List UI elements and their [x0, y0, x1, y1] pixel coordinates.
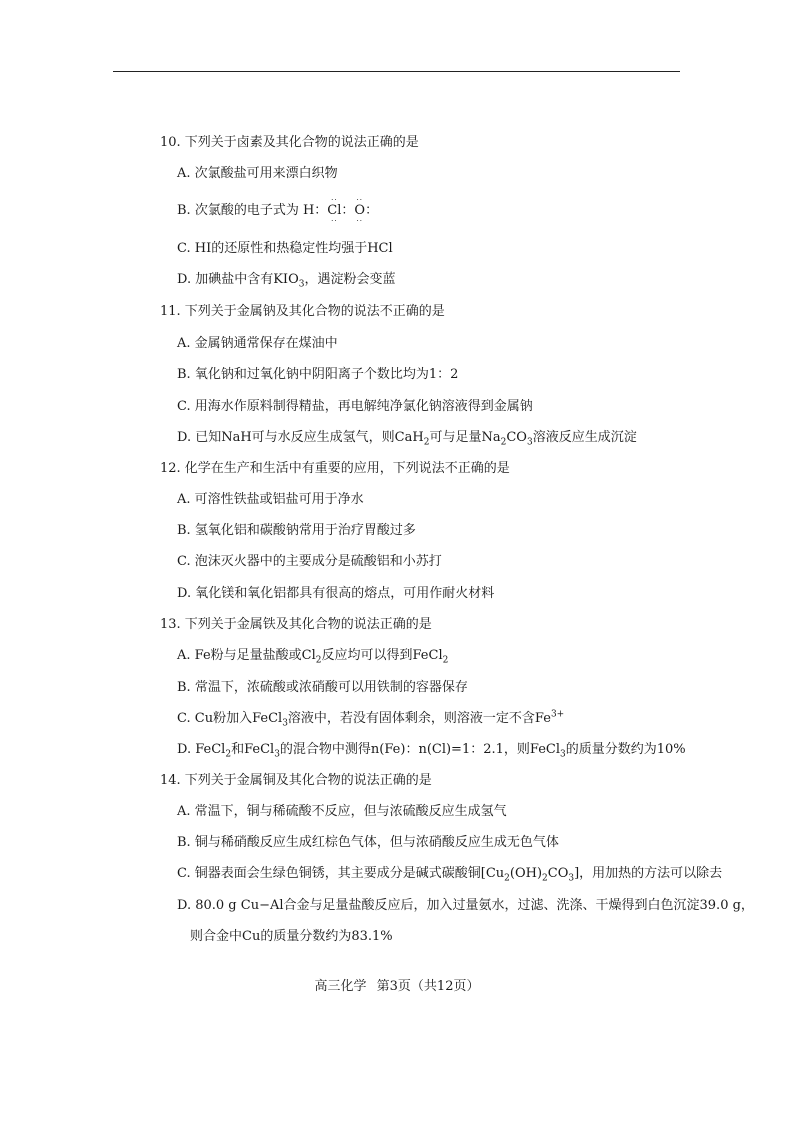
subscript: 2: [442, 655, 449, 666]
question-13-option-a: [177, 648, 448, 664]
text-run: 溶液中，若没有固体剩余，则溶液一定不含Fe: [287, 711, 551, 726]
question-10-option-b: [177, 196, 379, 225]
question-11-option-c: C. 用海水作原料制得精盐，再电解纯净氯化钠溶液得到金属钠: [177, 399, 533, 414]
question-13-option-c: [177, 711, 564, 727]
text-run: D. 加碘盐中含有KIO: [177, 272, 299, 287]
question-11-stem: 11. 下列关于金属钠及其化合物的说法不正确的是: [160, 304, 445, 319]
text-run: ]，用加热的方法可以除去: [574, 866, 723, 881]
text-run: C. Cu粉加入FeCl: [177, 711, 283, 726]
question-14-option-c: [177, 866, 722, 882]
question-14-option-a: A. 常温下，铜与稀硫酸不反应，但与浓硫酸反应生成氢气: [177, 804, 507, 819]
subscript: 2: [423, 437, 430, 448]
option-b-prefix: B. 次氯酸的电子式为 H：: [177, 203, 328, 218]
text-run: 可与足量Na: [429, 430, 501, 445]
text-run: CO: [547, 866, 569, 881]
subscript: 3: [298, 279, 305, 290]
text-run: 的质量分数约为10%: [565, 742, 686, 757]
question-12-option-a: A. 可溶性铁盐或铝盐可用于净水: [177, 492, 364, 507]
footer-page-number: 第3页（共12页）: [376, 979, 480, 994]
text-run: A. Fe粉与足量盐酸或Cl: [177, 648, 316, 663]
lewis-chlorine: ·· Cl ··: [327, 196, 342, 225]
text-run: ，遇淀粉会变蓝: [304, 272, 396, 287]
subscript: 3: [526, 437, 533, 448]
text-run: CO: [506, 430, 527, 445]
subscript: 2: [542, 873, 548, 884]
superscript: 3+: [550, 709, 565, 720]
lewis-separator: ：: [341, 203, 355, 218]
question-10-option-d: [177, 272, 395, 288]
text-run: 和FeCl: [231, 742, 275, 757]
subscript: 3: [282, 718, 288, 729]
oxygen-symbol: O: [354, 203, 366, 218]
question-11-option-d: [177, 430, 637, 446]
subscript: 2: [225, 749, 232, 760]
question-12-option-b: B. 氢氧化铝和碳酸钠常用于治疗胃酸过多: [177, 523, 416, 538]
question-14-stem: 14. 下列关于金属铜及其化合物的说法正确的是: [160, 773, 432, 788]
text-run: C. 铜器表面会生绿色铜锈，其主要成分是碱式碳酸铜[Cu: [177, 866, 505, 881]
question-13-stem: 13. 下列关于金属铁及其化合物的说法正确的是: [160, 617, 432, 632]
subscript: 3: [568, 873, 575, 884]
text-run: 的混合物中测得n(Fe)：n(Cl)=1：2.1，则FeCl: [279, 742, 561, 757]
lewis-oxygen: ·· O ··: [354, 196, 366, 225]
question-12-stem: 12. 化学在生产和生活中有重要的应用，下列说法不正确的是: [160, 461, 510, 476]
page-footer: [0, 975, 794, 994]
footer-subject: 高三化学: [314, 979, 367, 994]
question-13-option-b: B. 常温下，浓硫酸或浓硝酸可以用铁制的容器保存: [177, 680, 468, 695]
subscript: 2: [315, 655, 322, 666]
text-run: D. 已知NaH可与水反应生成氢气，则CaH: [177, 430, 424, 445]
question-13-option-d: [177, 742, 686, 758]
subscript: 3: [274, 749, 280, 760]
text-run: 反应均可以得到FeCl: [321, 648, 443, 663]
question-11-option-a: A. 金属钠通常保存在煤油中: [177, 336, 338, 351]
question-10-stem: 10. 下列关于卤素及其化合物的说法正确的是: [160, 135, 419, 150]
question-14-option-d-continued: 则合金中Cu的质量分数约为83.1%: [190, 929, 393, 944]
text-run: 溶液反应生成沉淀: [532, 430, 637, 445]
lewis-suffix: ：: [365, 203, 379, 218]
question-12-option-d: D. 氧化镁和氧化铝都具有很高的熔点，可用作耐火材料: [177, 586, 495, 601]
subscript: 2: [500, 437, 507, 448]
subscript: 2: [504, 873, 510, 884]
text-run: (OH): [509, 866, 543, 881]
text-run: D. FeCl: [177, 742, 226, 757]
question-14-option-d: D. 80.0 g Cu−Al合金与足量盐酸反应后，加入过量氨水，过滤、洗涤、干燥得到白色沉淀39.0 g，: [177, 898, 754, 913]
question-11-option-b: B. 氧化钠和过氧化钠中阴阳离子个数比均为1：2: [177, 367, 459, 382]
question-12-option-c: C. 泡沫灭火器中的主要成分是硫酸铝和小苏打: [177, 554, 442, 569]
question-10-option-c: C. HI的还原性和热稳定性均强于HCl: [177, 241, 393, 256]
header-rule: [113, 71, 680, 72]
subscript: 3: [560, 749, 566, 760]
chlorine-symbol: Cl: [327, 203, 342, 218]
question-14-option-b: B. 铜与稀硝酸反应生成红棕色气体，但与浓硝酸反应生成无色气体: [177, 835, 559, 850]
question-10-option-a: A. 次氯酸盐可用来漂白织物: [177, 166, 338, 181]
